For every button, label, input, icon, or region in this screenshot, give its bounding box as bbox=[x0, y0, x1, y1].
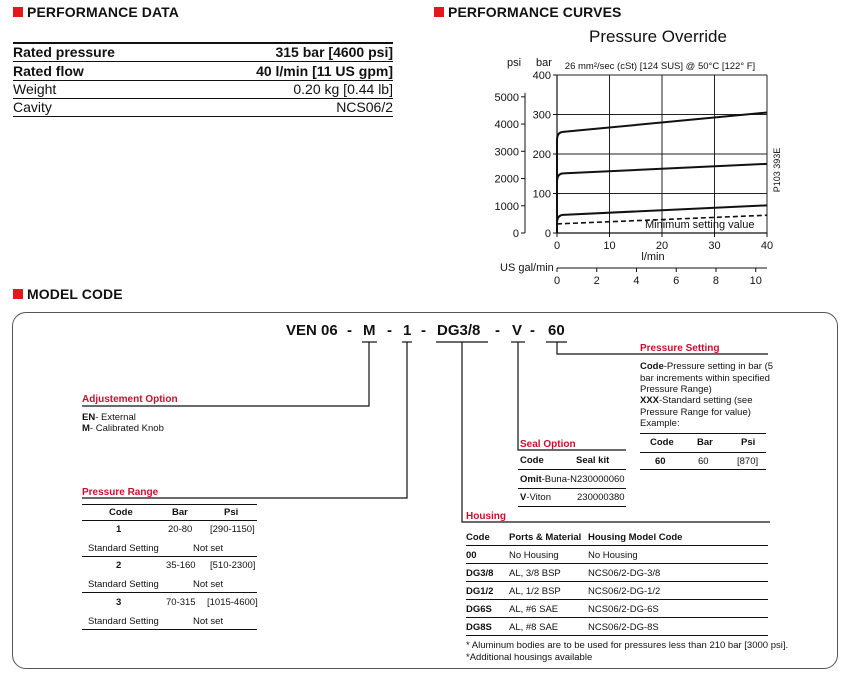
table-rule bbox=[466, 581, 768, 582]
seal-kit: 230000060 bbox=[577, 474, 625, 485]
column-header: Code bbox=[109, 507, 133, 518]
y-tick-label: 100 bbox=[532, 188, 551, 201]
code-pressure-setting: 60 bbox=[548, 322, 565, 339]
row-label: Rated flow bbox=[13, 63, 84, 79]
row-label: Cavity bbox=[13, 99, 52, 115]
range-code: 3 bbox=[116, 597, 122, 608]
column-header: Psi bbox=[741, 437, 756, 448]
table-rule bbox=[82, 520, 257, 521]
housing-model: No Housing bbox=[588, 550, 638, 561]
x-tick-label: 10 bbox=[603, 240, 616, 252]
seal-kit: 230000380 bbox=[577, 492, 625, 503]
adjustment-desc: - External bbox=[95, 412, 136, 423]
table-rule bbox=[640, 452, 766, 453]
example-psi: [870] bbox=[737, 456, 759, 467]
chart-side-label: P103 393E bbox=[772, 147, 782, 193]
gpm-axis-label: US gal/min bbox=[500, 262, 554, 274]
bar-axis-label: bar bbox=[536, 57, 552, 69]
y-tick-label: 200 bbox=[532, 149, 551, 161]
x-axis-label: l/min bbox=[641, 251, 665, 263]
adjustment-item bbox=[82, 412, 136, 424]
seal-name: -Buna-N bbox=[541, 474, 578, 485]
column-header: Ports & Material bbox=[509, 532, 582, 543]
column-header: Code bbox=[520, 455, 544, 466]
xxx-label: XXX bbox=[640, 395, 660, 406]
example-bar: 60 bbox=[698, 456, 709, 467]
adjustment-title: Adjustement Option bbox=[82, 394, 178, 405]
std-setting-label: Standard Setting bbox=[88, 616, 159, 627]
psi-tick-label: 4000 bbox=[494, 119, 519, 132]
adjustment-item bbox=[82, 423, 164, 435]
code-sep: - bbox=[530, 322, 535, 339]
code-seal: V bbox=[512, 322, 523, 339]
x-tick-label: 0 bbox=[553, 240, 561, 252]
x-tick-label: 30 bbox=[708, 240, 721, 252]
table-rule bbox=[466, 545, 768, 546]
code-sep: - bbox=[347, 322, 352, 339]
housing-ports: No Housing bbox=[509, 550, 559, 561]
row-value: 315 bar [4600 psi] bbox=[275, 44, 393, 60]
x-tick-label: 40 bbox=[760, 240, 774, 252]
housing-ports: AL, #8 SAE bbox=[509, 622, 559, 633]
std-setting-label: Standard Setting bbox=[88, 543, 159, 554]
seal-row bbox=[520, 492, 551, 503]
performance-curves-title: PERFORMANCE CURVES bbox=[434, 4, 621, 20]
table-rule bbox=[82, 504, 257, 505]
psi-tick-label: 2000 bbox=[494, 173, 519, 186]
std-setting-value: Not set bbox=[193, 616, 224, 627]
example-label: Example: bbox=[640, 418, 680, 429]
std-setting-value: Not set bbox=[193, 579, 224, 590]
table-rule bbox=[466, 599, 768, 600]
psi-tick-label: 1000 bbox=[494, 200, 519, 213]
housing-model: NCS06/2-DG-8S bbox=[588, 622, 659, 633]
code-sep: - bbox=[421, 322, 426, 339]
code-sep: - bbox=[495, 322, 500, 339]
x-tick-label: 20 bbox=[655, 240, 669, 252]
gpm-tick-label: 6 bbox=[673, 275, 680, 287]
gpm-tick-label: 8 bbox=[712, 275, 720, 287]
table-rule bbox=[640, 469, 766, 470]
range-psi: [1015-4600] bbox=[207, 597, 258, 608]
chart-annotation: Minimum setting value bbox=[645, 219, 755, 231]
housing-model: NCS06/2-DG-6S bbox=[588, 604, 659, 615]
performance-data-title: PERFORMANCE DATA bbox=[13, 4, 179, 20]
housing-code: 00 bbox=[466, 550, 477, 561]
range-bar: 20-80 bbox=[168, 524, 193, 535]
chart-title: Pressure Override bbox=[589, 27, 727, 46]
housing-ports: AL, 3/8 BSP bbox=[509, 568, 561, 579]
table-rule bbox=[466, 635, 768, 636]
table-rule bbox=[518, 469, 626, 470]
column-header: Seal kit bbox=[576, 455, 610, 466]
row-label: Rated pressure bbox=[13, 44, 115, 60]
y-tick-label: 300 bbox=[532, 109, 551, 122]
y-tick-label: 400 bbox=[532, 70, 551, 82]
xxx-desc: -Standard setting (see Pressure Range for value) bbox=[640, 395, 753, 418]
housing-code: DG6S bbox=[466, 604, 492, 615]
table-rule bbox=[640, 433, 766, 434]
psi-tick-label: 3000 bbox=[494, 146, 519, 159]
row-label: Weight bbox=[13, 81, 57, 97]
row-value: 0.20 kg [0.44 lb] bbox=[293, 81, 393, 97]
table-rule bbox=[82, 629, 257, 630]
housing-ports: AL, #6 SAE bbox=[509, 604, 559, 615]
range-code: 2 bbox=[116, 560, 122, 571]
seal-row bbox=[520, 474, 577, 485]
adjustment-code: M bbox=[82, 423, 90, 434]
std-setting-value: Not set bbox=[193, 543, 224, 554]
seal-name: -Viton bbox=[526, 492, 551, 503]
table-rule bbox=[518, 506, 626, 507]
gpm-tick-label: 4 bbox=[633, 275, 640, 287]
chart-subtitle: 26 mm²/sec (cSt) [124 SUS] @ 50°C [122° F] bbox=[564, 61, 756, 72]
code-sep: - bbox=[387, 322, 392, 339]
table-rule bbox=[466, 617, 768, 618]
housing-note: *Additional housings available bbox=[466, 652, 593, 663]
psi-tick-label: 5000 bbox=[494, 91, 519, 104]
housing-note: * Aluminum bodies are to be used for pressures less than 210 bar [3000 psi]. bbox=[466, 640, 789, 651]
column-header: Bar bbox=[172, 507, 188, 518]
gpm-tick-label: 0 bbox=[553, 275, 561, 287]
housing-title: Housing bbox=[466, 511, 506, 522]
housing-model: NCS06/2-DG-3/8 bbox=[588, 568, 661, 579]
column-header: Bar bbox=[697, 437, 713, 448]
std-setting-label: Standard Setting bbox=[88, 579, 159, 590]
pressure-setting-code-desc bbox=[640, 361, 780, 396]
psi-tick-label: 0 bbox=[512, 228, 519, 240]
row-value: 40 l/min [11 US gpm] bbox=[256, 63, 393, 79]
code-adjustment: M bbox=[363, 322, 376, 339]
range-code: 1 bbox=[116, 524, 122, 535]
table-rule bbox=[466, 563, 768, 564]
y-tick-label: 0 bbox=[544, 228, 551, 240]
code-housing: DG3/8 bbox=[437, 322, 481, 339]
code-label: Code bbox=[640, 361, 664, 372]
column-header: Psi bbox=[224, 507, 239, 518]
code-desc: -Pressure setting in bar (5 bar increments within specified Pressure Range) bbox=[640, 361, 774, 395]
column-header: Code bbox=[466, 532, 490, 543]
housing-model: NCS06/2-DG-1/2 bbox=[588, 586, 661, 597]
range-bar: 35-160 bbox=[166, 560, 196, 571]
table-rule bbox=[82, 592, 257, 593]
housing-code: DG8S bbox=[466, 622, 492, 633]
adjustment-desc: - Calibrated Knob bbox=[89, 423, 164, 434]
column-header: Code bbox=[650, 437, 674, 448]
range-bar: 70-315 bbox=[166, 597, 196, 608]
example-code: 60 bbox=[655, 456, 666, 467]
range-psi: [510-2300] bbox=[210, 560, 256, 571]
range-psi: [290-1150] bbox=[210, 524, 255, 535]
psi-axis-label: psi bbox=[507, 57, 522, 69]
seal-code: V bbox=[520, 492, 527, 503]
adjustment-code: EN bbox=[82, 412, 96, 423]
pressure-setting-title: Pressure Setting bbox=[640, 343, 720, 354]
housing-ports: AL, 1/2 BSP bbox=[509, 586, 561, 597]
housing-code: DG1/2 bbox=[466, 586, 494, 597]
housing-code: DG3/8 bbox=[466, 568, 494, 579]
gpm-tick-label: 10 bbox=[749, 275, 762, 287]
code-base: VEN 06 bbox=[286, 322, 338, 339]
code-pressure-range: 1 bbox=[403, 322, 412, 339]
pressure-setting-xxx-desc bbox=[640, 395, 780, 418]
table-rule bbox=[518, 488, 626, 489]
row-value: NCS06/2 bbox=[336, 99, 393, 115]
table-rule bbox=[82, 556, 257, 557]
model-code-title: MODEL CODE bbox=[13, 286, 123, 302]
gpm-tick-label: 2 bbox=[593, 275, 600, 287]
seal-code: Omit bbox=[520, 474, 542, 485]
column-header: Housing Model Code bbox=[588, 532, 683, 543]
pressure-range-title: Pressure Range bbox=[82, 487, 159, 498]
seal-option-title: Seal Option bbox=[520, 439, 576, 450]
